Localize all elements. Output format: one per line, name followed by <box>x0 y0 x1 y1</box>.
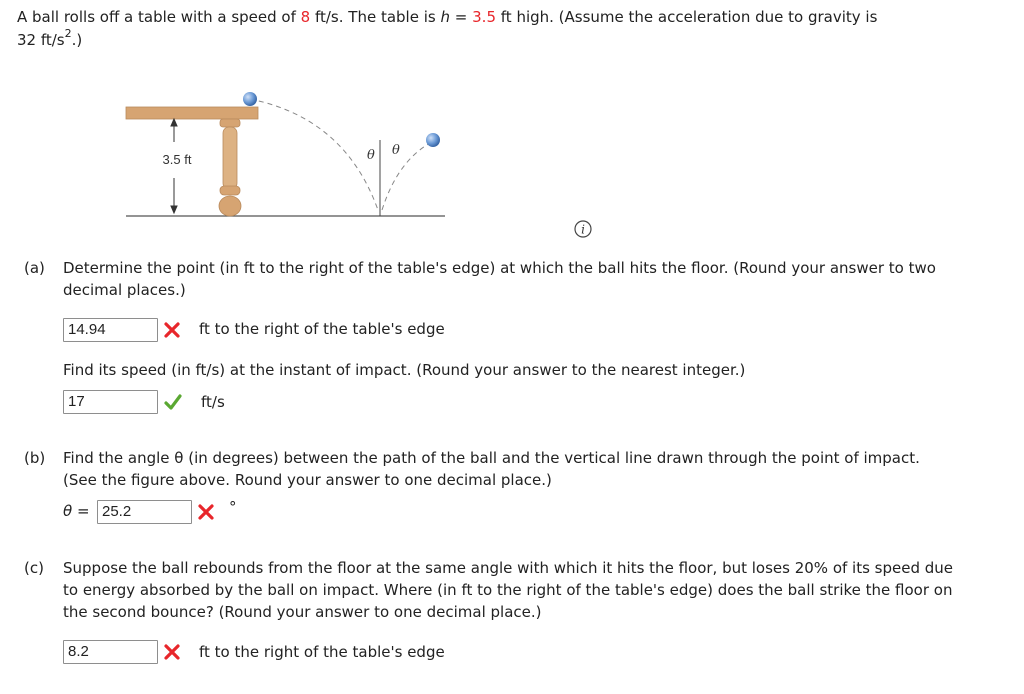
correct-check-icon <box>164 393 182 411</box>
incorrect-x-icon <box>163 643 181 661</box>
part-a-letter: (a) <box>24 259 45 277</box>
problem-statement-line1: A ball rolls off a table with a speed of 8 ft/s. The table is h = 3.5 ft high. (Assume the acceleration due to gravity is <box>17 8 878 26</box>
part-c-question-line3: the second bounce? (Round your answer to one decimal place.) <box>63 603 542 621</box>
part-b-answer-input[interactable]: 25.2 <box>97 500 192 524</box>
theta-left-label: θ <box>367 148 375 163</box>
part-c-question-line1: Suppose the ball rebounds from the floor at the same angle with which it hits the floor, but loses 20% of its speed due <box>63 559 954 577</box>
height-value: 3.5 <box>472 8 496 26</box>
speed-value: 8 <box>300 8 311 26</box>
table-ball-figure <box>0 0 520 230</box>
part-a-question-line2: decimal places.) <box>63 281 186 299</box>
table-top <box>126 107 258 119</box>
part-b-theta-label: θ = <box>63 502 90 520</box>
ball-start <box>243 92 257 106</box>
part-a-unit: ft to the right of the table's edge <box>199 320 445 338</box>
part-b-question-line2: (See the figure above. Round your answer to one decimal place.) <box>63 471 552 489</box>
part-c-letter: (c) <box>24 559 44 577</box>
ball-rebound <box>426 133 440 147</box>
incorrect-x-icon <box>197 503 215 521</box>
part-b-degree-unit: ° <box>229 498 237 516</box>
part-c-unit: ft to the right of the table's edge <box>199 643 445 661</box>
part-a-speed-input[interactable]: 17 <box>63 390 158 414</box>
height-label: 3.5 ft <box>162 152 192 167</box>
part-a-answer-input[interactable]: 14.94 <box>63 318 158 342</box>
table-leg <box>219 119 241 216</box>
rebound-path <box>382 142 432 210</box>
part-a-question-line1: Determine the point (in ft to the right of the table's edge) at which the ball hits the floor. (Round your answer to two <box>63 259 936 277</box>
incorrect-x-icon <box>163 321 181 339</box>
part-b-question-line1: Find the angle θ (in degrees) between the path of the ball and the vertical line drawn through the point of impact. <box>63 449 920 467</box>
part-c-question-line2: to energy absorbed by the ball on impact. Where (in ft to the right of the table's edge) does the ball strike the floor on <box>63 581 953 599</box>
part-b-letter: (b) <box>24 449 46 467</box>
problem-statement-line2: 32 $ft/s^2$.) <box>17 27 83 49</box>
part-a-unit2: ft/s <box>201 393 225 411</box>
part-c-answer-input[interactable]: 8.2 <box>63 640 158 664</box>
info-icon[interactable] <box>574 220 592 238</box>
theta-right-label: θ <box>392 143 400 158</box>
part-a-question2: Find its speed (in ft/s) at the instant of impact. (Round your answer to the nearest integer.) <box>63 361 746 379</box>
trajectory-path <box>250 99 378 210</box>
svg-text:i: i <box>581 222 585 237</box>
